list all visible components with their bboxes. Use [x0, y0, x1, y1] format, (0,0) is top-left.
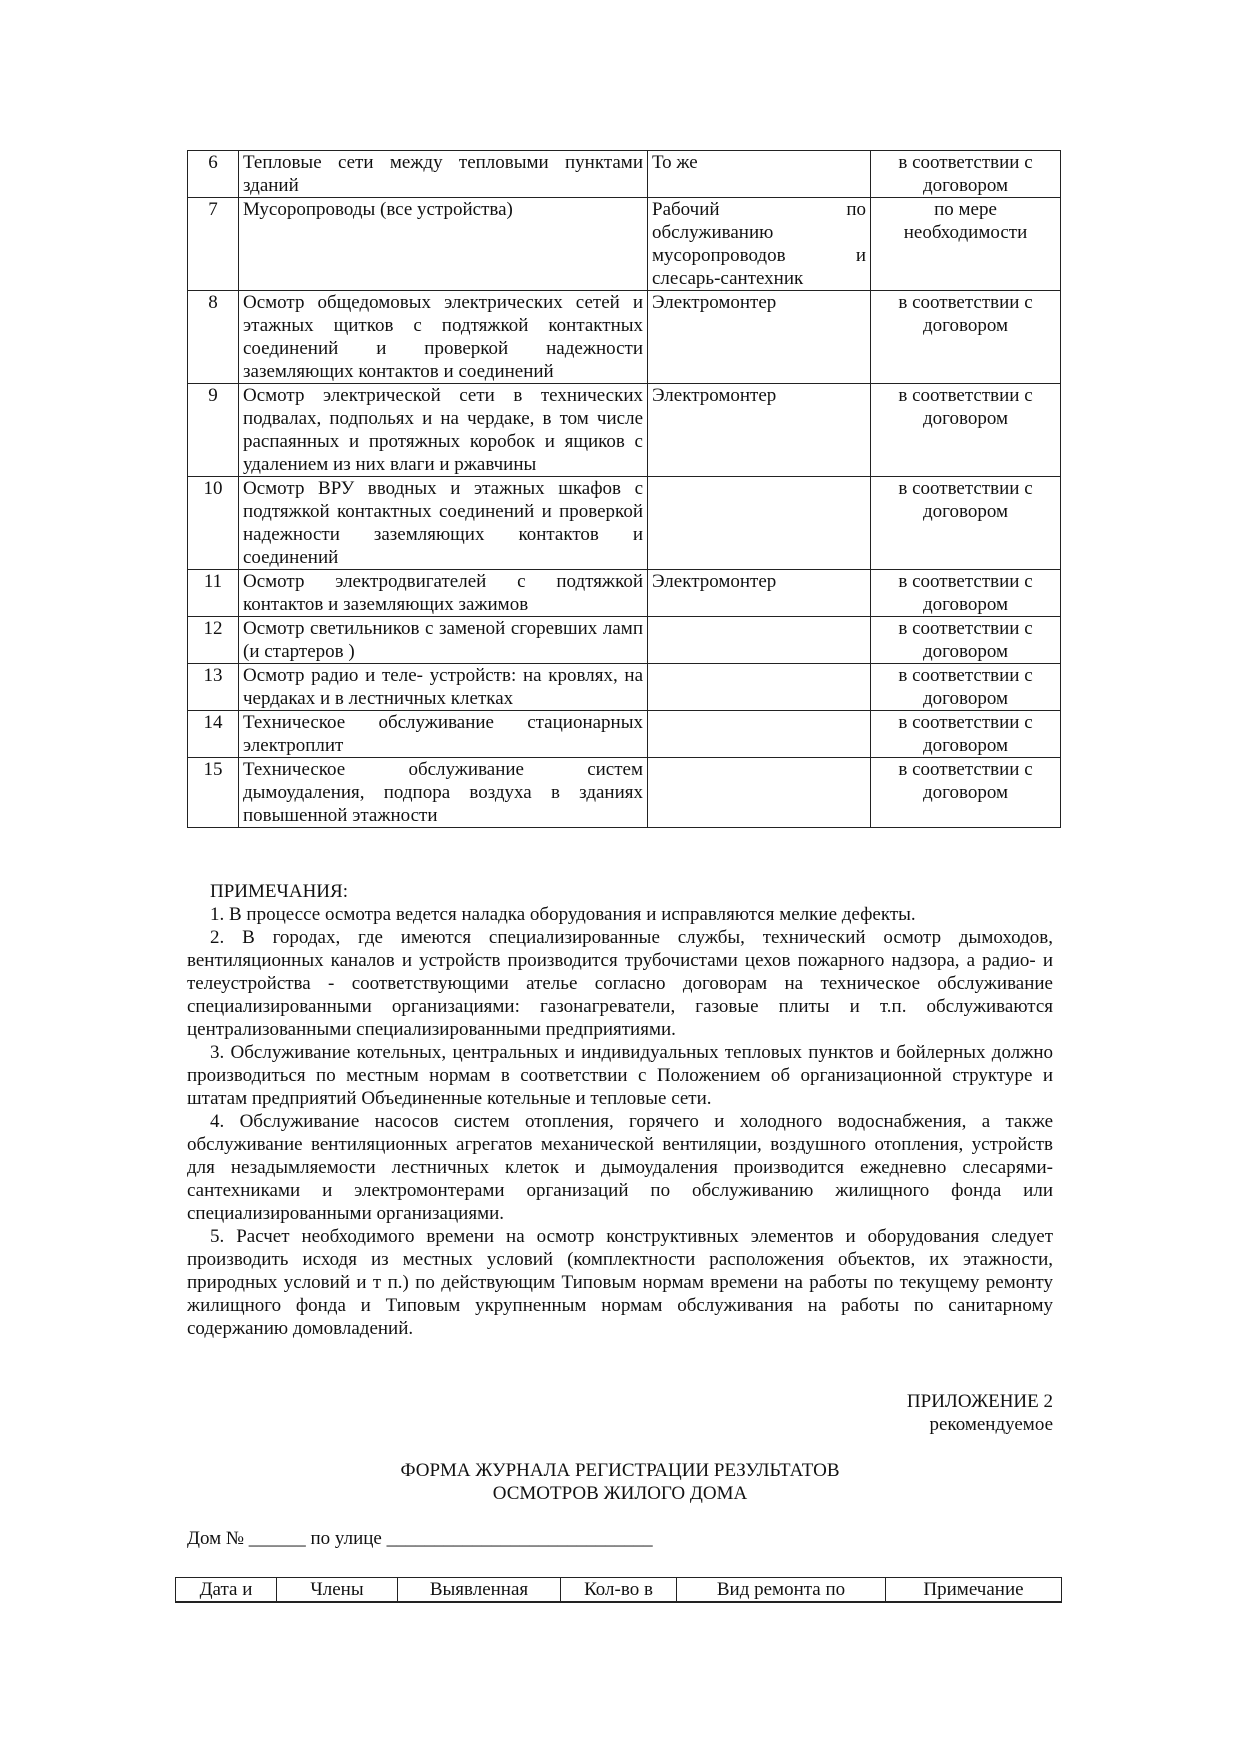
row-number: 15: [188, 758, 239, 828]
inspection-frequency: в соответствии с договором: [871, 151, 1061, 198]
work-description: Осмотр радио и теле- устройств: на кровлях, на чердаках и в лестничных клетках: [239, 664, 648, 711]
appendix-title: ПРИЛОЖЕНИЕ 2: [906, 1391, 1053, 1412]
inspection-frequency: в соответствии с договором: [871, 617, 1061, 664]
notes-section: [187, 880, 1053, 1340]
inspection-frequency: в соответствии с договором: [871, 758, 1061, 828]
work-description: Осмотр электродвигателей с подтяжкой контактов и заземляющих зажимов: [239, 570, 648, 617]
responsible-worker: [648, 477, 871, 570]
note-item: 4. Обслуживание насосов систем отопления, горячего и холодного водоснабжения, а также обслуживание вентиляционных агрегатов механической вентиляции, воздушного отопления, устройств для незадымляемости лестничных клеток и дымоудаления производится ежедневно слесарями-сантехниками и электромонтерами организаций по обслуживанию жилищного фонда или специализированными организациями.: [187, 1111, 1053, 1224]
row-number: 7: [188, 198, 239, 291]
journal-table: [175, 1577, 1062, 1603]
notes-heading: ПРИМЕЧАНИЯ:: [210, 881, 348, 902]
table-row: [188, 711, 1061, 758]
inspection-table: [187, 150, 1061, 828]
note-item: 2. В городах, где имеются специализированные службы, технический осмотр дымоходов, вентиляционных каналов и устройств производится трубочистами цехов пожарного надзора, а радио- и телеустройства - соответствующими ателье согласно договорам на техническое обслуживание специализированными организациями: газонагреватели, газовые плиты и т.п. обслуживаются централизованными специализированными предприятиями.: [187, 927, 1053, 1040]
work-description: Осмотр светильников с заменой сгоревших ламп (и стартеров ): [239, 617, 648, 664]
work-description: Техническое обслуживание систем дымоудаления, подпора воздуха в зданиях повышенной этажности: [239, 758, 648, 828]
row-number: 10: [188, 477, 239, 570]
inspection-frequency: в соответствии с договором: [871, 664, 1061, 711]
journal-col-header: Члены: [277, 1578, 398, 1603]
inspection-frequency: в соответствии с договором: [871, 384, 1061, 477]
table-row: [188, 151, 1061, 198]
journal-col-header: Выявленная: [398, 1578, 561, 1603]
form-title: [187, 1459, 1053, 1505]
responsible-worker: [648, 711, 871, 758]
work-description: Техническое обслуживание стационарных электроплит: [239, 711, 648, 758]
row-number: 13: [188, 664, 239, 711]
responsible-worker: Электромонтер: [648, 291, 871, 384]
row-number: 8: [188, 291, 239, 384]
work-description: Осмотр общедомовых электрических сетей и этажных щитков с подтяжкой контактных соединений и проверкой надежности заземляющих контактов и соединений: [239, 291, 648, 384]
form-title-line2: ОСМОТРОВ ЖИЛОГО ДОМА: [492, 1483, 748, 1504]
row-number: 9: [188, 384, 239, 477]
responsible-worker: Электромонтер: [648, 384, 871, 477]
work-description: Осмотр электрической сети в технических подвалах, подпольях и на чердаке, в том числе распаянных и протяжных коробок и ящиков с удалением из них влаги и ржавчины: [239, 384, 648, 477]
journal-header-row: [176, 1578, 1062, 1603]
work-description: Мусоропроводы (все устройства): [239, 198, 648, 291]
table-row: [188, 570, 1061, 617]
note-item: 1. В процессе осмотра ведется наладка оборудования и исправляются мелкие дефекты.: [210, 904, 916, 925]
journal-col-header: Кол-во в: [561, 1578, 677, 1603]
row-number: 6: [188, 151, 239, 198]
table-row: [188, 477, 1061, 570]
note-item: 3. Обслуживание котельных, центральных и индивидуальных тепловых пунктов и бойлерных должно производиться по местным нормам в соответствии с Положением об организационной структуре и штатам предприятий Объединенные котельные и тепловые сети.: [187, 1042, 1053, 1109]
work-description: Осмотр ВРУ вводных и этажных шкафов с подтяжкой контактных соединений и проверкой надежности заземляющих контактов и соединений: [239, 477, 648, 570]
table-row: [188, 198, 1061, 291]
table-row: [188, 758, 1061, 828]
appendix-header: [907, 1390, 1053, 1436]
inspection-frequency: в соответствии с договором: [871, 711, 1061, 758]
form-title-line1: ФОРМА ЖУРНАЛА РЕГИСТРАЦИИ РЕЗУЛЬТАТОВ: [400, 1460, 840, 1481]
responsible-worker: Рабочий по обслуживанию мусоропроводов и слесарь-сантехник: [648, 198, 871, 291]
journal-col-header: Вид ремонта по: [677, 1578, 886, 1603]
work-description: Тепловые сети между тепловыми пунктами зданий: [239, 151, 648, 198]
journal-col-header: Дата и: [176, 1578, 277, 1603]
responsible-worker: [648, 758, 871, 828]
table-row: [188, 617, 1061, 664]
responsible-worker: [648, 664, 871, 711]
table-row: [188, 384, 1061, 477]
inspection-frequency: по мере необходимости: [871, 198, 1061, 291]
inspection-frequency: в соответствии с договором: [871, 477, 1061, 570]
inspection-frequency: в соответствии с договором: [871, 291, 1061, 384]
house-address-line: Дом № ______ по улице ____________________________: [187, 1528, 653, 1549]
responsible-worker: [648, 617, 871, 664]
appendix-subtitle: рекомендуемое: [929, 1414, 1053, 1435]
inspection-frequency: в соответствии с договором: [871, 570, 1061, 617]
responsible-worker: То же: [648, 151, 871, 198]
journal-col-header: Примечание: [886, 1578, 1062, 1603]
table-row: [188, 664, 1061, 711]
row-number: 14: [188, 711, 239, 758]
note-item: 5. Расчет необходимого времени на осмотр конструктивных элементов и оборудования следует производить исходя из местных условий (комплектности расположения объектов, их этажности, природных условий и т п.) по действующим Типовым нормам времени на работы по текущему ремонту жилищного фонда и Типовым укрупненным нормам обслуживания на работы по санитарному содержанию домовладений.: [187, 1226, 1053, 1339]
row-number: 11: [188, 570, 239, 617]
row-number: 12: [188, 617, 239, 664]
table-row: [188, 291, 1061, 384]
responsible-worker: Электромонтер: [648, 570, 871, 617]
